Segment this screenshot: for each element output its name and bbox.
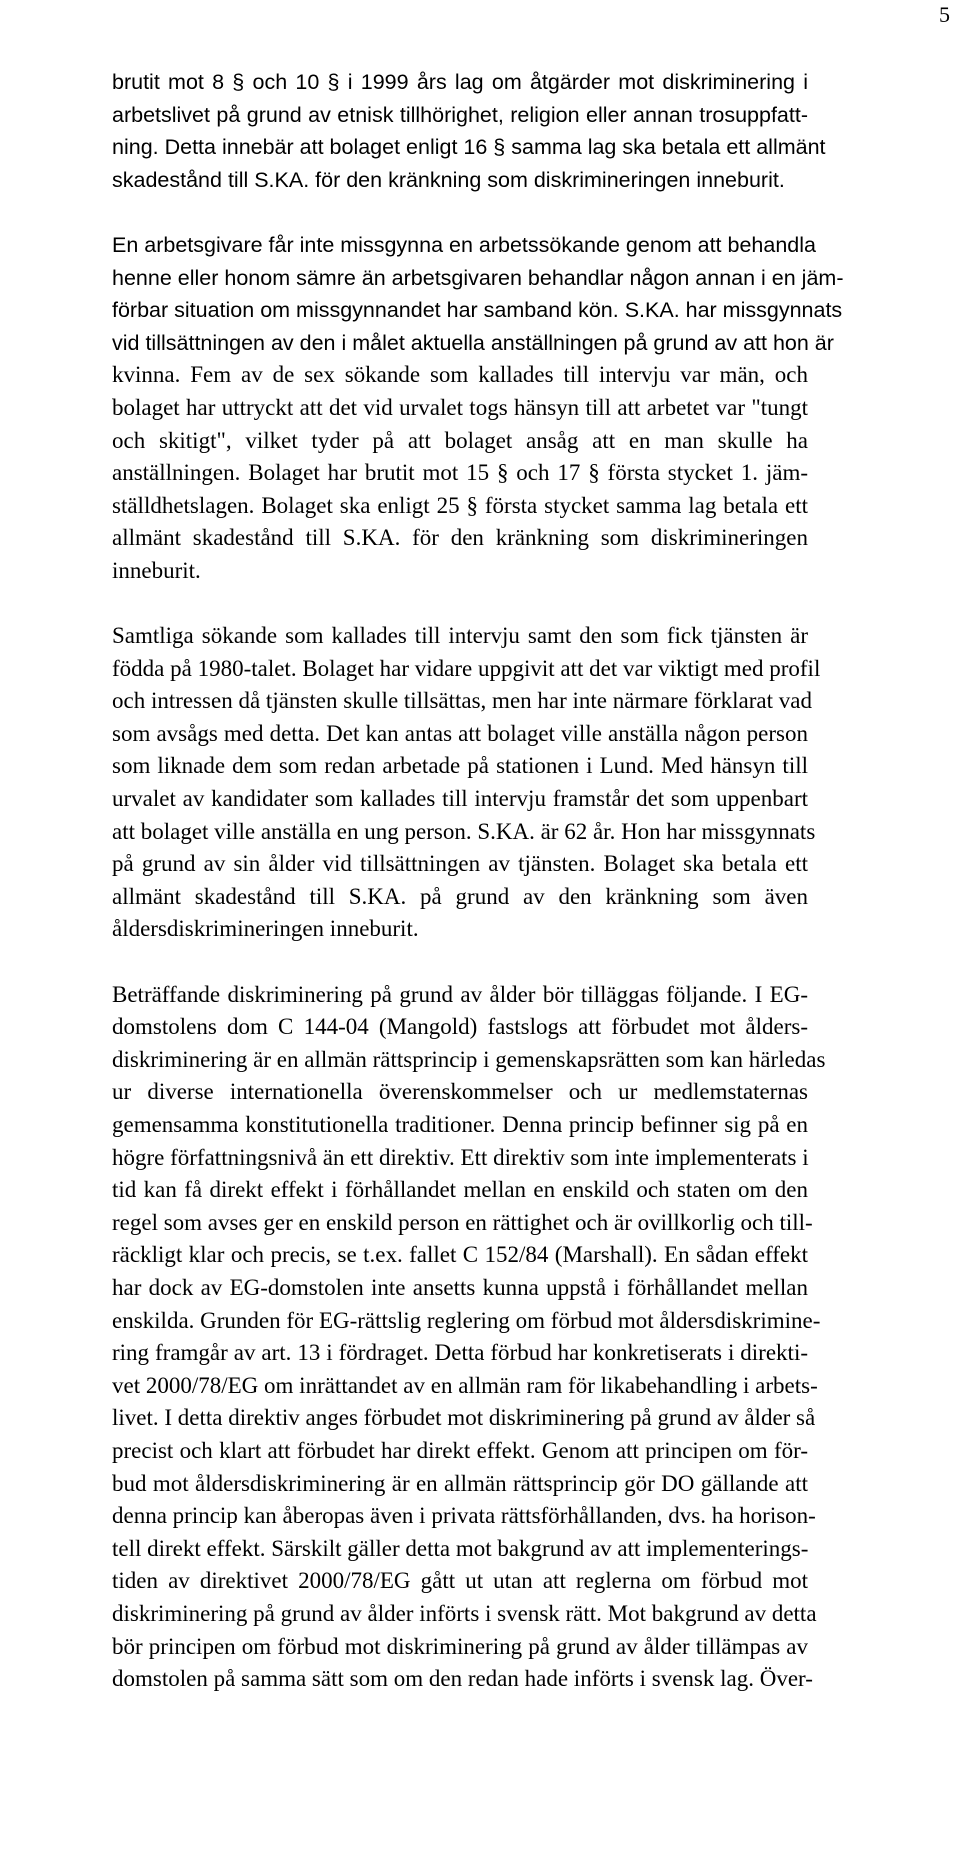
text-line: allmänt skadestånd till S.KA. på grund av den kränkning som även (112, 883, 808, 909)
text-line: diskriminering på grund av ålder införts i svensk rätt. Mot bakgrund av detta (112, 1600, 817, 1626)
text-line: förbar situation om missgynnandet har samband kön. S.KA. har missgynnats (112, 298, 843, 323)
text-line: kvinna. Fem av de sex sökande som kallades till intervju var män, och (112, 362, 808, 388)
paragraph-gap (112, 588, 808, 621)
page-number: 5 (939, 2, 950, 27)
paragraph-3 (112, 620, 821, 946)
text-line: ur diverse internationella överenskommelser och ur medlemstaternas (112, 1079, 808, 1105)
paragraph-2 (112, 229, 844, 588)
text-line: denna princip kan åberopas även i privata rättsförhållanden, dvs. ha horison- (112, 1503, 816, 1529)
text-line: skadestånd till S.KA. för den kränkning som diskrimineringen inneburit. (112, 167, 785, 192)
text-line: räckligt klar och precis, se t.ex. fallet C 152/84 (Marshall). En sådan effekt (112, 1242, 808, 1268)
text-line: Samtliga sökande som kallades till intervju samt den som fick tjänsten är (112, 623, 808, 649)
text-line: har dock av EG-domstolen inte ansetts kunna uppstå i förhållandet mellan (112, 1274, 808, 1300)
paragraph-1 (112, 66, 826, 196)
text-line: på grund av sin ålder vid tillsättningen av tjänsten. Bolaget ska betala ett (112, 851, 808, 877)
text-line: ning. Detta innebär att bolaget enligt 16 § samma lag ska betala ett allmänt (112, 135, 826, 160)
text-line: bud mot åldersdiskriminering är en allmän rättsprincip gör DO gällande att (112, 1470, 808, 1496)
text-line: inneburit. (112, 557, 201, 583)
text-line: brutit mot 8 § och 10 § i 1999 års lag om åtgärder mot diskriminering i (112, 70, 808, 94)
text-line: henne eller honom sämre än arbetsgivaren behandlar någon annan i en jäm- (112, 265, 844, 290)
text-line: och intressen då tjänsten skulle tillsättas, men har inte närmare förklarat vad (112, 688, 812, 714)
text-line: domstolen på samma sätt som om den redan hade införts i svensk lag. Över- (112, 1666, 813, 1692)
text-line: regel som avses ger en enskild person en rättighet och är ovillkorlig och till- (112, 1209, 813, 1235)
text-line: arbetslivet på grund av etnisk tillhörighet, religion eller annan trosuppfatt- (112, 102, 808, 127)
paragraph-gap (112, 196, 808, 229)
text-line: bör principen om förbud mot diskriminering på grund av ålder tillämpas av (112, 1633, 808, 1659)
text-line: allmänt skadestånd till S.KA. för den kränkning som diskrimineringen (112, 525, 808, 551)
text-line: anställningen. Bolaget har brutit mot 15 § och 17 § första stycket 1. jäm- (112, 460, 808, 486)
text-line: åldersdiskrimineringen inneburit. (112, 916, 419, 942)
text-line: Beträffande diskriminering på grund av ålder bör tilläggas följande. I EG- (112, 981, 808, 1007)
text-line: diskriminering är en allmän rättsprincip i gemenskapsrätten som kan härledas (112, 1046, 826, 1072)
text-line: bolaget har uttryckt att det vid urvalet togs hänsyn till att arbetet var "tungt (112, 394, 808, 420)
text-line: urvalet av kandidater som kallades till intervju framstår det som uppenbart (112, 786, 808, 812)
text-line: tell direkt effekt. Särskilt gäller detta mot bakgrund av att implementerings- (112, 1535, 809, 1561)
text-line: att bolaget ville anställa en ung person. S.KA. är 62 år. Hon har missgynnats (112, 818, 816, 844)
text-line: enskilda. Grunden för EG-rättslig reglering om förbud mot åldersdiskrimine- (112, 1307, 821, 1333)
text-line: som liknade dem som redan arbetade på stationen i Lund. Med hänsyn till (112, 753, 808, 779)
text-line: vet 2000/78/EG om inrättandet av en allmän ram för likabehandling i arbets- (112, 1372, 818, 1398)
text-line: och skitigt", vilket tyder på att bolaget ansåg att en man skulle ha (112, 427, 808, 453)
paragraph-4 (112, 979, 826, 1696)
text-line: högre författningsnivå än ett direktiv. Ett direktiv som inte implementerats i (112, 1144, 809, 1170)
text-line: precist och klart att förbudet har direkt effekt. Genom att principen om för- (112, 1437, 808, 1463)
text-line: En arbetsgivare får inte missgynna en arbetssökande genom att behandla (112, 232, 816, 257)
text-line: som avsågs med detta. Det kan antas att bolaget ville anställa någon person (112, 720, 808, 746)
document-body (112, 66, 844, 1696)
text-line: domstolens dom C 144-04 (Mangold) fastslogs att förbudet mot ålders- (112, 1014, 808, 1040)
text-line: gemensamma konstitutionella traditioner. Denna princip befinner sig på en (112, 1112, 808, 1137)
text-line: ställdhetslagen. Bolaget ska enligt 25 § första stycket samma lag betala ett (112, 492, 808, 518)
text-line: livet. I detta direktiv anges förbudet mot diskriminering på grund av ålder så (112, 1405, 816, 1431)
text-line: födda på 1980-talet. Bolaget har vidare uppgivit att det var viktigt med profil (112, 655, 821, 681)
paragraph-gap (112, 946, 808, 979)
text-line: tid kan få direkt effekt i förhållandet mellan en enskild och staten om den (112, 1177, 808, 1203)
text-line: ring framgår av art. 13 i fördraget. Detta förbud har konkretiserats i direkti- (112, 1340, 808, 1366)
text-line: vid tillsättningen av den i målet aktuella anställningen på grund av att hon är (112, 330, 834, 355)
text-line: tiden av direktivet 2000/78/EG gått ut utan att reglerna om förbud mot (112, 1568, 808, 1594)
